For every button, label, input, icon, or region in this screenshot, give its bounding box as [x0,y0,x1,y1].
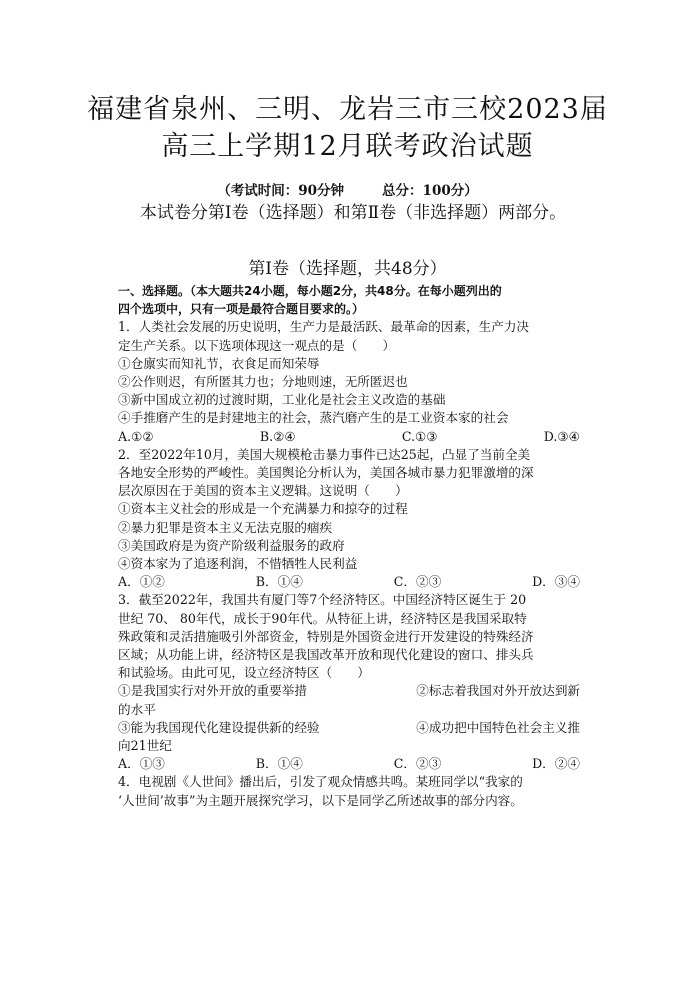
q3-statement-cont: 向21世纪 [118,738,172,754]
q2-statement: ③美国政府是为资产阶级利益服务的政府 [118,537,345,553]
q3-stem: 和试验场。由此可见，设立经济特区（ ） [118,665,370,681]
q1-stem: 定生产关系。以下选项体现这一观点的是（ ） [118,337,396,353]
q3-statement: ①是我国实行对外开放的重要举措 [118,683,307,699]
q2-stem: 层次原因在于美国的资本主义逻辑。这说明（ ） [118,483,408,499]
q1-stem: 1．人类社会发展的历史说明，生产力是最活跃、最革命的因素，生产力决 [118,319,530,335]
q3-statement-cont: 的水平 [118,701,156,717]
q3-stem: 殊政策和灵活措施吸引外部资金，特别是外国资金进行开发建设的特殊经济 [118,628,534,644]
option-c: C．②③ [393,574,442,590]
q3-statement-row [118,682,580,700]
q1-statement: ①仓廪实而知礼节，衣食足而知荣辱 [118,355,320,371]
q3-stem: 3．截至2022年，我国共有厦门等7个经济特区。中国经济特区诞生于 20 [118,592,527,608]
exam-intro: 本试卷分第Ⅰ卷（选择题）和第Ⅱ卷（非选择题）两部分。 [139,203,567,223]
option-b: B．①④ [255,574,303,590]
option-a: A.①② [118,428,154,444]
exam-meta [0,179,695,199]
q3-statement: ③能为我国现代化建设提供新的经验 [118,719,320,735]
q2-statement: ④资本家为了追逐利润，不惜牺牲人民利益 [118,556,358,572]
q2-statement: ②暴力犯罪是资本主义无法克服的痼疾 [118,519,333,535]
q1-statement: ③新中国成立初的过渡时期，工业化是社会主义改造的基础 [118,392,446,408]
document-title-line1: 福建省泉州、三明、龙岩三市三校2023届 [87,94,608,125]
exam-time: （考试时间：90分钟 [217,183,345,199]
q3-stem: 世纪 70、 80年代，成长于90年代。从特征上讲，经济特区是我国采取特 [118,610,527,626]
q4-stem: ‘人世间’故事”为主题开展探究学习，以下是同学乙所述故事的部分内容。 [118,792,523,808]
q3-stem: 区域；从功能上讲，经济特区是我国改革开放和现代化建设的窗口、排头兵 [118,647,534,663]
option-b: B．①④ [255,756,303,772]
option-c: C.①③ [401,428,438,444]
q2-options [118,573,580,591]
question-body [118,282,580,810]
option-a: A．①③ [118,756,165,772]
option-d: D．②④ [532,756,580,772]
q2-stem: 各地安全形势的严峻性。美国舆论分析认为，美国各城市暴力犯罪激增的深 [118,465,534,481]
option-d: D.③④ [543,428,580,444]
option-b: B.②④ [259,428,296,444]
section-heading: 四个选项中，只有一项是最符合题目要求的。） [118,302,365,317]
document-title-line2: 高三上学期12月联考政治试题 [161,131,534,162]
q3-statement-row [118,719,580,737]
part1-title: 第Ⅰ卷（选择题，共48分） [248,259,447,279]
q1-statement: ②公作则迟，有所匿其力也；分地则速，无所匿迟也 [118,374,408,390]
q1-options [118,428,580,446]
section-heading: 一、选择题。（本大题共24小题，每小题2分，共48分。在每小题列出的 [118,284,502,298]
q2-stem: 2．至2022年10月，美国大规模枪击暴力事件已达25起，凸显了当前全美 [118,446,531,462]
option-a: A．①② [118,574,165,590]
q4-stem: 4．电视剧《人世间》播出后，引发了观众情感共鸣。某班同学以“我家的 [118,774,523,790]
q3-options [118,755,580,773]
q1-statement: ④手推磨产生的是封建地主的社会，蒸汽磨产生的是工业资本家的社会 [118,410,509,426]
q3-statement: ②标志着我国对外开放达到新 [416,683,580,699]
q2-statement: ①资本主义社会的形成是一个充满暴力和掠夺的过程 [118,501,408,517]
option-d: D．③④ [532,574,580,590]
total-score: 总分：100分） [382,183,478,199]
q3-statement: ④成功把中国特色社会主义推 [416,719,580,735]
option-c: C．②③ [393,756,442,772]
